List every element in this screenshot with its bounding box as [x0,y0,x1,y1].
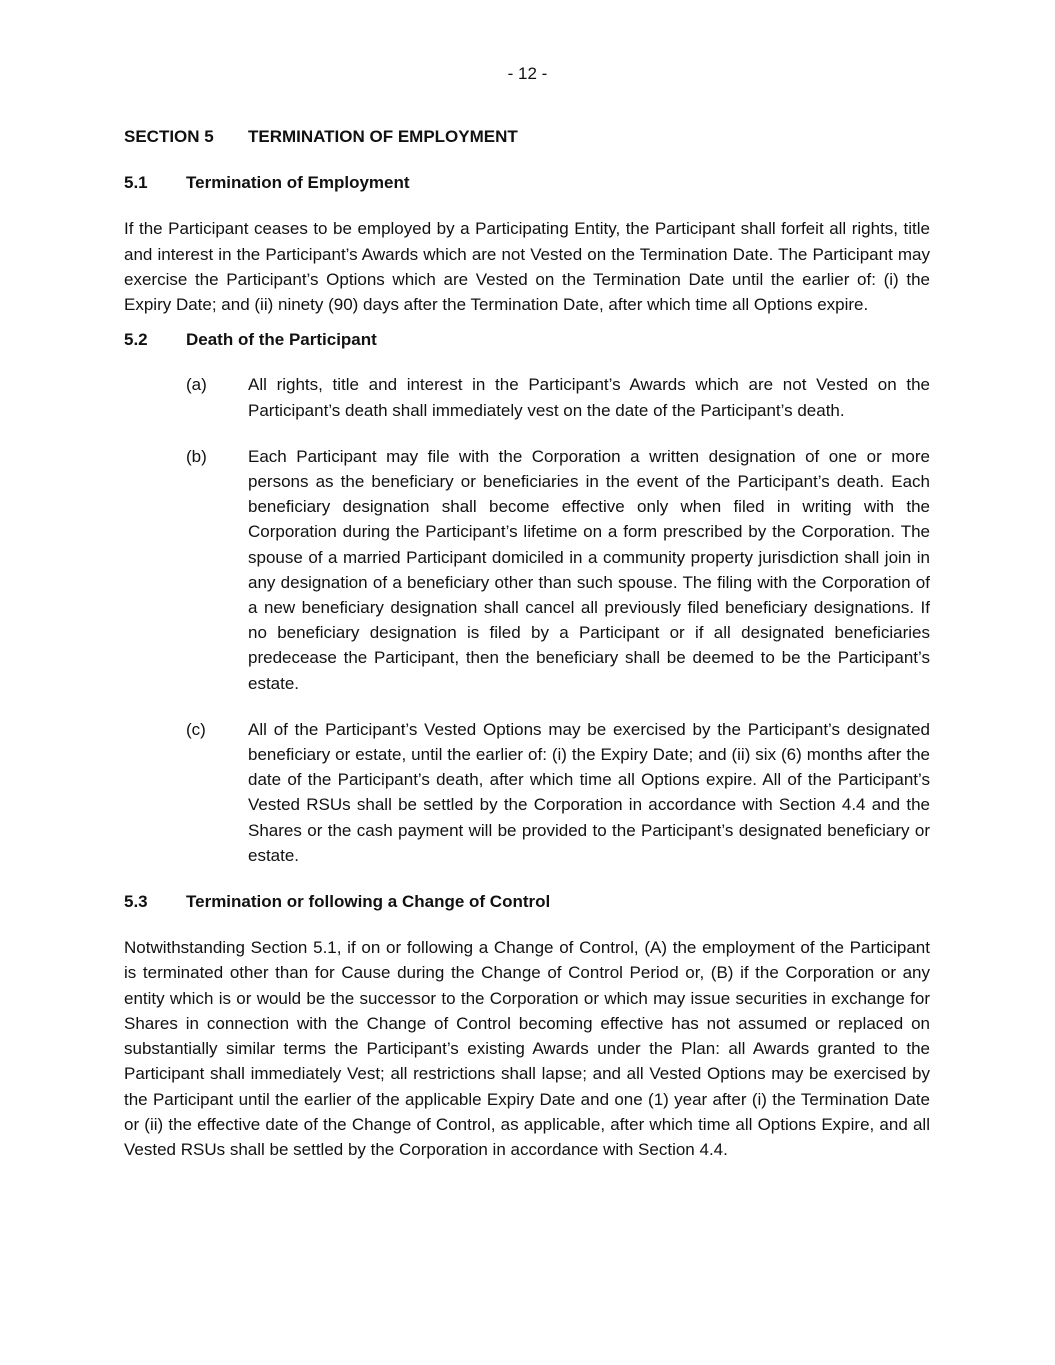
subsection-heading-5-2 [124,327,930,352]
subsection-number: 5.1 [124,173,148,193]
list-item-label: (c) [186,719,206,739]
subsection-heading-5-3 [124,889,930,914]
subsection-heading-5-1 [124,170,930,195]
list-item-b [186,444,930,696]
subsection-title: Termination of Employment [186,173,410,193]
subsection-title: Death of the Participant [186,330,377,350]
subsection-body-5-1: If the Participant ceases to be employed by a Participating Entity, the Participant shall forfeit all rights, title and interest in the Participant’s Awards which are not Vested on the Termination Date. The Participant may exercise the Participant’s Options which are Vested on the Termination Date until the earlier of: (i) the Expiry Date; and (ii) ninety (90) days after the Termination Date, after which time all Options expire. [124,219,930,315]
page-number: - 12 - [507,64,548,83]
list-item-text: All of the Participant’s Vested Options may be exercised by the Participant’s designated beneficiary or estate, until the earlier of: (i) the Expiry Date; and (ii) six (6) months after the date of the Participant’s death, after which time all Options expire. All of the Participant’s Vested RSUs shall be settled by the Corporation in accordance with Section 4.4 and the Shares or the cash payment will be provided to the Participant’s designated beneficiary or estate. [248,719,930,865]
section-heading [124,124,930,149]
list-item-c [186,717,930,868]
list-item-label: (a) [186,375,207,395]
section-number: SECTION 5 [124,127,214,146]
section-title: TERMINATION OF EMPLOYMENT [248,127,518,146]
document-content [124,124,930,1172]
list-item-text: Each Participant may file with the Corporation a written designation of one or more persons as the beneficiary or beneficiaries in the event of the Participant’s death. Each beneficiary designation shall become effective only when filed in writing with the Corporation during the Participant’s lifetime on a form prescribed by the Corporation. The spouse of a married Participant domiciled in a community property jurisdiction shall join in any designation of a beneficiary other than such spouse. The filing with the Corporation of a new beneficiary designation shall cancel all previously filed beneficiary designations. If no beneficiary designation is filed by a Participant or if all designated beneficiaries predecease the Participant, then the beneficiary shall be deemed to be the Participant’s estate. [248,446,930,693]
subsection-number: 5.2 [124,330,148,350]
subsection-body-5-3: Notwithstanding Section 5.1, if on or following a Change of Control, (A) the employment of the Participant is terminated other than for Cause during the Change of Control Period or, (B) if the Corporation or any entity which is or would be the successor to the Corporation or which may issue securities in exchange for Shares in connection with the Change of Control becoming effective has not assumed or replaced on substantially similar terms the Participant’s existing Awards under the Plan: all Awards granted to the Participant shall immediately Vest; all restrictions shall lapse; and all Vested Options may be exercised by the Participant until the earlier of the applicable Expiry Date and one (1) year after (i) the Termination Date or (ii) the effective date of the Change of Control, as applicable, after which time all Options Expire, and all Vested RSUs shall be settled by the Corporation in accordance with Section 4.4. [124,938,930,1159]
list-item-a [186,372,930,422]
list-item-text: All rights, title and interest in the Participant’s Awards which are not Vested on the Participant’s death shall immediately vest on the date of the Participant’s death. [248,375,930,420]
subsection-number: 5.3 [124,892,148,912]
list-item-label: (b) [186,446,207,466]
subsection-title: Termination or following a Change of Control [186,892,551,912]
